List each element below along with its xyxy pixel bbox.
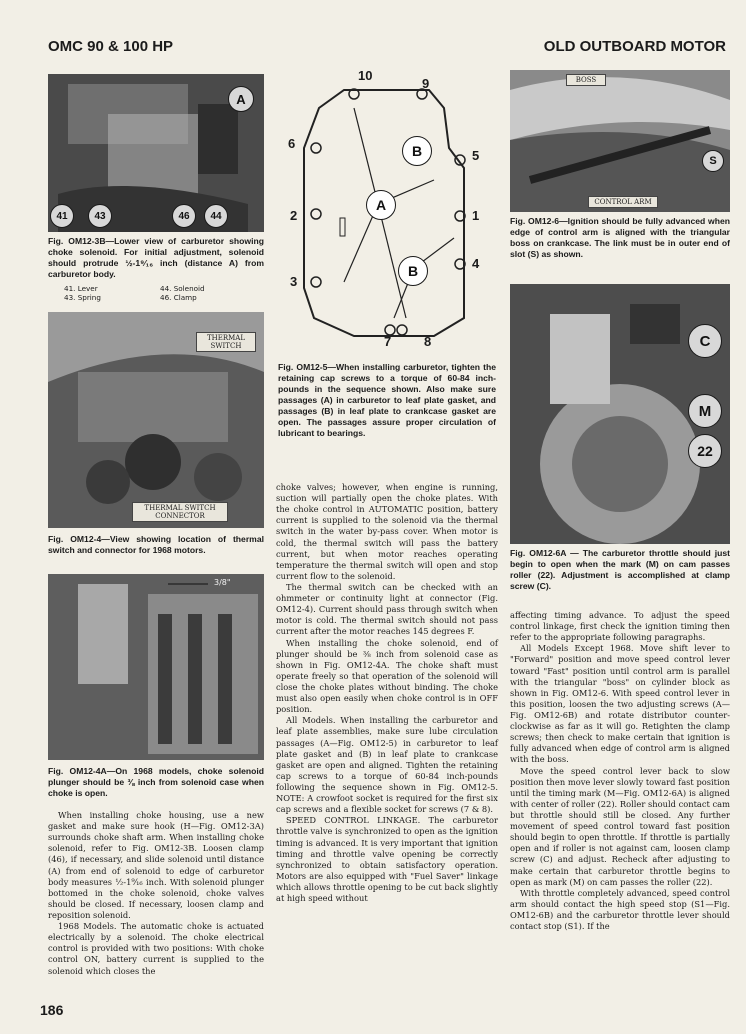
thermal-switch-label: THERMAL SWITCH xyxy=(196,332,256,352)
legend-item: 43. Spring xyxy=(64,293,101,302)
callout-22: 22 xyxy=(688,434,722,468)
paragraph: choke valves; however, when engine is running, suction will partially open the choke plates. With the choke control in AUTOMATIC position, battery current is supplied to the solenoid via the thermal switch in the water by-pass cover. When motor is cold, the thermal switch will pass the battery current, but when motor reaches operating temperature the thermal switch will open and stop current flow to the solenoid. xyxy=(276,482,498,581)
fig-5-diagram xyxy=(274,68,500,356)
bolt-number: 1 xyxy=(472,208,480,223)
paragraph: The thermal switch can be checked with an ohmmeter or continuity light at connector (Fig. OM12-4). Current should pass through switch when motor is cold. The thermal switch should not pass current after the motor reaches 145 degrees F. xyxy=(276,581,498,637)
callout-46: 46 xyxy=(172,204,196,228)
paragraph: When installing the choke solenoid, end of plunger should be ⅜ inch from solenoid case as shown in Fig. OM12-4A. The choke shaft must operate freely so that operation of the solenoid will close the choke plates without binding. The choke must also open easily when choke control is in OFF position. xyxy=(276,637,498,715)
paragraph: When installing choke housing, use a new gasket and make sure hook (H—Fig. OM12-3A) surrounds choke shaft arm. When installing choke solenoid, refer to Fig. OM12-3B. Loosen clamp (46), if necessary, and slide solenoid until distance (A) from end of solenoid to edge of carburetor body measures ½-1⁹⁄₁₆ inch. With solenoid plunger bottomed in the choke solenoid, choke valves should be closed. If necessary, loosen clamp and reposition solenoid. xyxy=(48,810,264,920)
bolt-number: 9 xyxy=(422,76,430,91)
callout-c: C xyxy=(688,324,722,358)
legend-item: 41. Lever xyxy=(64,284,98,293)
callout-a: A xyxy=(228,86,254,112)
fig-4a-photo xyxy=(48,574,264,760)
fig-3b-photo xyxy=(48,74,264,232)
paragraph: SPEED CONTROL LINKAGE. The carburetor throttle valve is synchronized to open as the ignition timing is advanced. It is very important that ignition timing and throttle valve opening be correctly synchronized to obtain satisfactory operation. Motors are also equipped with "Fuel Saver" linkage which allows throttle opening to be cut back slightly at high speed without xyxy=(276,815,498,904)
paragraph: All Models Except 1968. Move shift lever to "Forward" position and move speed control lever toward "Fast" position until control arm is parallel with the triangular "boss" on cylinder block as shown in Fig. OM12-6. With speed control lever in this position, loosen the two adjusting screws (A—Fig. OM12-6B) and rotate distributor counter-clockwise as far as it will go. Retighten the clamp screws; then check to make certain that ignition is fully advanced when edge of control arm is aligned with the boss. xyxy=(510,643,730,765)
paragraph: affecting timing advance. To adjust the speed control linkage, first check the ignition timing then refer to the appropriate following paragraphs. xyxy=(510,610,730,643)
bolt-number: 4 xyxy=(472,256,480,271)
bolt-number: 2 xyxy=(290,208,298,223)
fig-3b-legend-right xyxy=(160,284,240,302)
bolt-number: 10 xyxy=(358,68,373,83)
fig-5-caption: Fig. OM12-5—When installing carburetor, tighten the retaining cap screws to a torque of 60-84 inch-pounds in the sequence shown. Also make sure passages (A) in carburetor to leaf plate gasket, and passages (B) in leaf plate to crankcase gasket are open. The passages assure proper circulation of lubricant to bearings. xyxy=(278,362,496,438)
fig-4-photo xyxy=(48,312,264,528)
page-header-left: OMC 90 & 100 HP xyxy=(48,38,174,55)
right-column-text xyxy=(510,610,730,932)
paragraph: Move the speed control lever back to slow position then move lever slowly toward fast position until the timing mark (M—Fig. OM12-6A) is aligned with center of roller (22). Roller should contact cam but throttle should still be closed. Any further movement of speed control toward fast position should begin to open throttle. If throttle is partially open and if roller is not against cam, loosen clamp screw (C) and adjust. Recheck after adjusting to make certain that carburetor throttle begins to open as mark (M) on cam passes the roller (22). xyxy=(510,765,730,887)
dimension-label: 3/8" xyxy=(214,578,231,587)
fig-6a-caption: Fig. OM12-6A — The carburetor throttle should just begin to open when the mark (M) on cam passes roller (22). Adjustment is accomplished at clamp screw (C). xyxy=(510,548,730,591)
bolt-number: 6 xyxy=(288,136,296,151)
bolt-number: 3 xyxy=(290,274,298,289)
legend-item: 44. Solenoid xyxy=(160,284,205,293)
callout-m: M xyxy=(688,394,722,428)
callout-44: 44 xyxy=(204,204,228,228)
legend-item: 46. Clamp xyxy=(160,293,197,302)
bolt-number: 8 xyxy=(424,334,432,349)
thermal-switch-connector-label: THERMAL SWITCH CONNECTOR xyxy=(132,502,228,522)
control-arm-label: CONTROL ARM xyxy=(588,196,658,208)
fig-4-caption: Fig. OM12-4—View showing location of thermal switch and connector for 1968 motors. xyxy=(48,534,264,555)
boss-label: BOSS xyxy=(566,74,606,86)
bolt-number: 7 xyxy=(384,334,392,349)
page-header-right: OLD OUTBOARD MOTOR xyxy=(543,38,726,55)
fig-6-photo xyxy=(510,70,730,212)
callout-43: 43 xyxy=(88,204,112,228)
passage-b-lower: B xyxy=(398,256,428,286)
fig-4a-caption: Fig. OM12-4A—On 1968 models, choke solenoid plunger should be ⅜ inch from solenoid case when choke is open. xyxy=(48,766,264,798)
passage-b-upper: B xyxy=(402,136,432,166)
passage-a: A xyxy=(366,190,396,220)
page-number: 186 xyxy=(40,1002,64,1018)
middle-column-text xyxy=(276,482,498,904)
callout-41: 41 xyxy=(50,204,74,228)
left-column-text xyxy=(48,810,264,977)
bolt-number: 5 xyxy=(472,148,480,163)
fig-3b-legend-left xyxy=(64,284,144,302)
paragraph: 1968 Models. The automatic choke is actuated electrically by a solenoid. The choke electrical control is provided with two positions: With choke control ON, battery current is supplied to the solenoid which closes the xyxy=(48,921,264,976)
paragraph: All Models. When installing the carburetor and leaf plate assemblies, make sure lube circulation passages (A—Fig. OM12-5) in carburetor to leaf plate gasket and (B) in leaf plate to crankcase gasket are open and aligned. Tighten the retaining cap screws to a torque of 60-84 inch-pounds following the sequence shown in Fig. OM12-5. NOTE: A crowfoot socket is required for the first six cap screws and a flexible socket for screws (7 & 8). xyxy=(276,715,498,815)
paragraph: With throttle completely advanced, speed control arm should contact the high speed stop (S1—Fig. OM12-6B) and the carburetor throttle lever should contact stop (S1). If the xyxy=(510,887,730,932)
callout-s: S xyxy=(702,150,724,172)
fig-3b-caption: Fig. OM12-3B—Lower view of carburetor showing choke solenoid. For initial adjustment, solenoid should protrude ½-1⁹⁄₁₆ inch (distance A) from carburetor body. xyxy=(48,236,264,279)
fig-6-caption: Fig. OM12-6—Ignition should be fully advanced when edge of control arm is aligned with the triangular boss on crankcase. The link must be in outer end of slot (S) as shown. xyxy=(510,216,730,259)
fig-6a-photo xyxy=(510,284,730,544)
